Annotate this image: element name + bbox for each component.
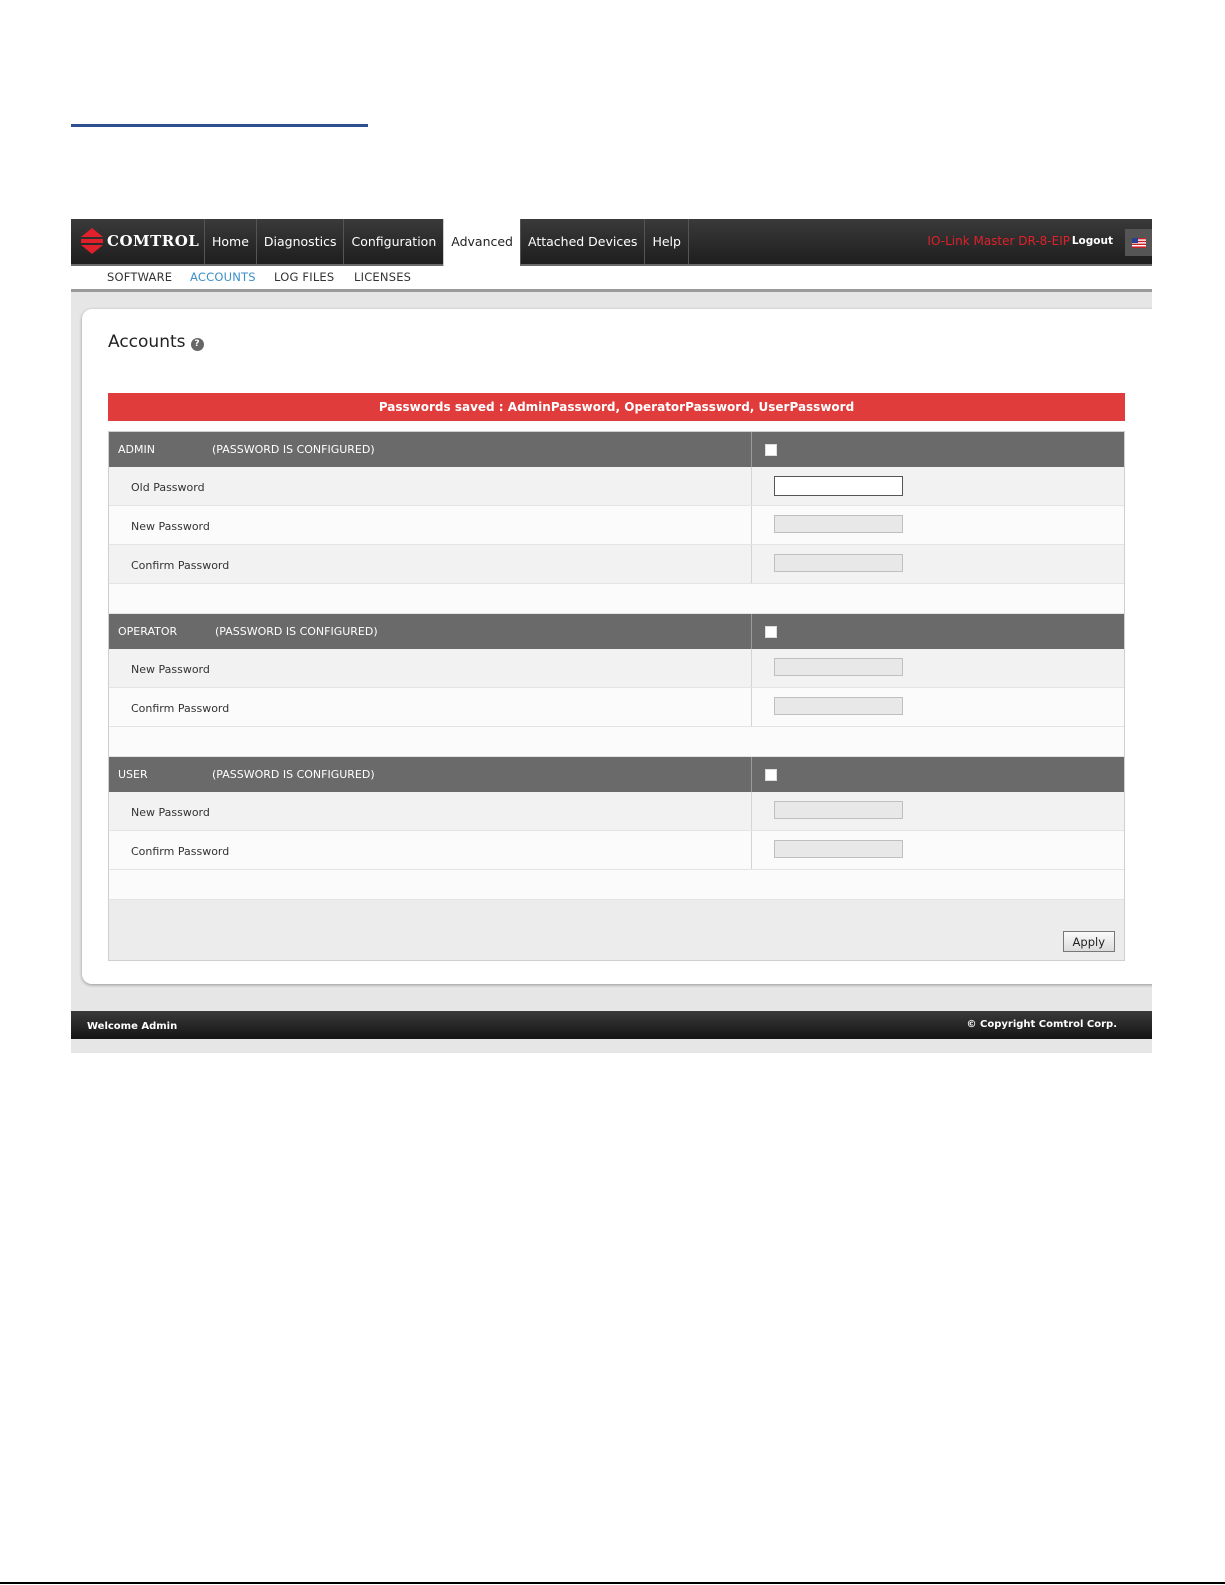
page-title: [108, 332, 204, 352]
footer-bar: [71, 1011, 1152, 1039]
admin-checkbox[interactable]: [765, 444, 777, 456]
section-spacer: [109, 584, 1124, 614]
content-panel: [82, 309, 1152, 984]
comtrol-logo-icon: [81, 228, 103, 254]
apply-button[interactable]: Apply: [1063, 931, 1115, 952]
field-label: Confirm Password: [131, 559, 230, 572]
section-header-operator: [109, 614, 1124, 649]
section-spacer: [109, 870, 1124, 900]
language-button[interactable]: [1125, 229, 1152, 256]
nav-diagnostics[interactable]: Diagnostics: [256, 219, 344, 264]
section-header-user: [109, 757, 1124, 792]
document-footer-rule: [0, 1582, 1225, 1584]
subnav-software[interactable]: SOFTWARE: [107, 270, 173, 284]
sub-navigation: [71, 266, 1152, 292]
column-divider: [751, 545, 752, 583]
column-divider: [751, 467, 752, 505]
table-row: [109, 545, 1124, 584]
nav-attached-devices[interactable]: Attached Devices: [520, 219, 644, 264]
column-divider: [751, 757, 752, 792]
subnav-accounts[interactable]: ACCOUNTS: [190, 270, 256, 284]
welcome-text: Welcome Admin: [87, 1021, 178, 1032]
top-navigation-bar: [71, 219, 1152, 266]
nav-divider: [688, 219, 689, 264]
section-status: (PASSWORD IS CONFIGURED): [215, 625, 378, 638]
operator-new-password-input[interactable]: [774, 658, 903, 676]
nav-configuration[interactable]: Configuration: [343, 219, 443, 264]
apply-row: [109, 900, 1124, 960]
us-flag-icon: [1132, 238, 1146, 248]
column-divider: [751, 831, 752, 869]
column-divider: [751, 432, 752, 467]
column-divider: [751, 506, 752, 544]
field-label: Old Password: [131, 481, 205, 494]
table-row: [109, 467, 1124, 506]
column-divider: [751, 688, 752, 726]
comtrol-logo: [81, 226, 199, 256]
operator-checkbox[interactable]: [765, 626, 777, 638]
logout-link[interactable]: Logout: [1071, 235, 1113, 247]
footer-strip: [71, 1039, 1152, 1053]
field-label: Confirm Password: [131, 845, 230, 858]
field-label: Confirm Password: [131, 702, 230, 715]
column-divider: [751, 649, 752, 687]
accounts-table: [108, 431, 1125, 961]
main-nav: [204, 219, 689, 264]
field-label: New Password: [131, 520, 210, 533]
user-new-password-input[interactable]: [774, 801, 903, 819]
section-name: ADMIN: [118, 443, 155, 456]
section-header-admin: [109, 432, 1124, 467]
user-confirm-password-input[interactable]: [774, 840, 903, 858]
subnav-licenses[interactable]: LICENSES: [354, 270, 412, 284]
question-icon[interactable]: ?: [191, 338, 204, 351]
user-checkbox[interactable]: [765, 769, 777, 781]
admin-confirm-password-input[interactable]: [774, 554, 903, 572]
document-header-rule: [71, 124, 368, 127]
operator-confirm-password-input[interactable]: [774, 697, 903, 715]
table-row: [109, 506, 1124, 545]
nav-advanced[interactable]: Advanced: [443, 219, 520, 266]
field-label: New Password: [131, 663, 210, 676]
section-name: OPERATOR: [118, 625, 178, 638]
section-status: (PASSWORD IS CONFIGURED): [212, 443, 375, 456]
subnav-log-files[interactable]: LOG FILES: [274, 270, 335, 284]
table-row: [109, 831, 1124, 870]
nav-home[interactable]: Home: [204, 219, 256, 264]
table-row: [109, 688, 1124, 727]
device-name: IO-Link Master DR-8-EIP: [927, 234, 1070, 248]
nav-help[interactable]: Help: [644, 219, 688, 264]
section-status: (PASSWORD IS CONFIGURED): [212, 768, 375, 781]
admin-old-password-input[interactable]: [774, 476, 903, 496]
section-name: USER: [118, 768, 148, 781]
section-spacer: [109, 727, 1124, 757]
table-row: [109, 792, 1124, 831]
admin-new-password-input[interactable]: [774, 515, 903, 533]
web-ui-window: [71, 219, 1152, 1053]
page-title-text: Accounts: [108, 332, 186, 352]
column-divider: [751, 792, 752, 830]
field-label: New Password: [131, 806, 210, 819]
copyright-text: © Copyright Comtrol Corp.: [966, 1019, 1117, 1030]
table-row: [109, 649, 1124, 688]
status-alert: Passwords saved : AdminPassword, OperatorPassword, UserPassword: [108, 393, 1125, 421]
column-divider: [751, 614, 752, 649]
logo-text: COMTROL: [107, 232, 200, 250]
